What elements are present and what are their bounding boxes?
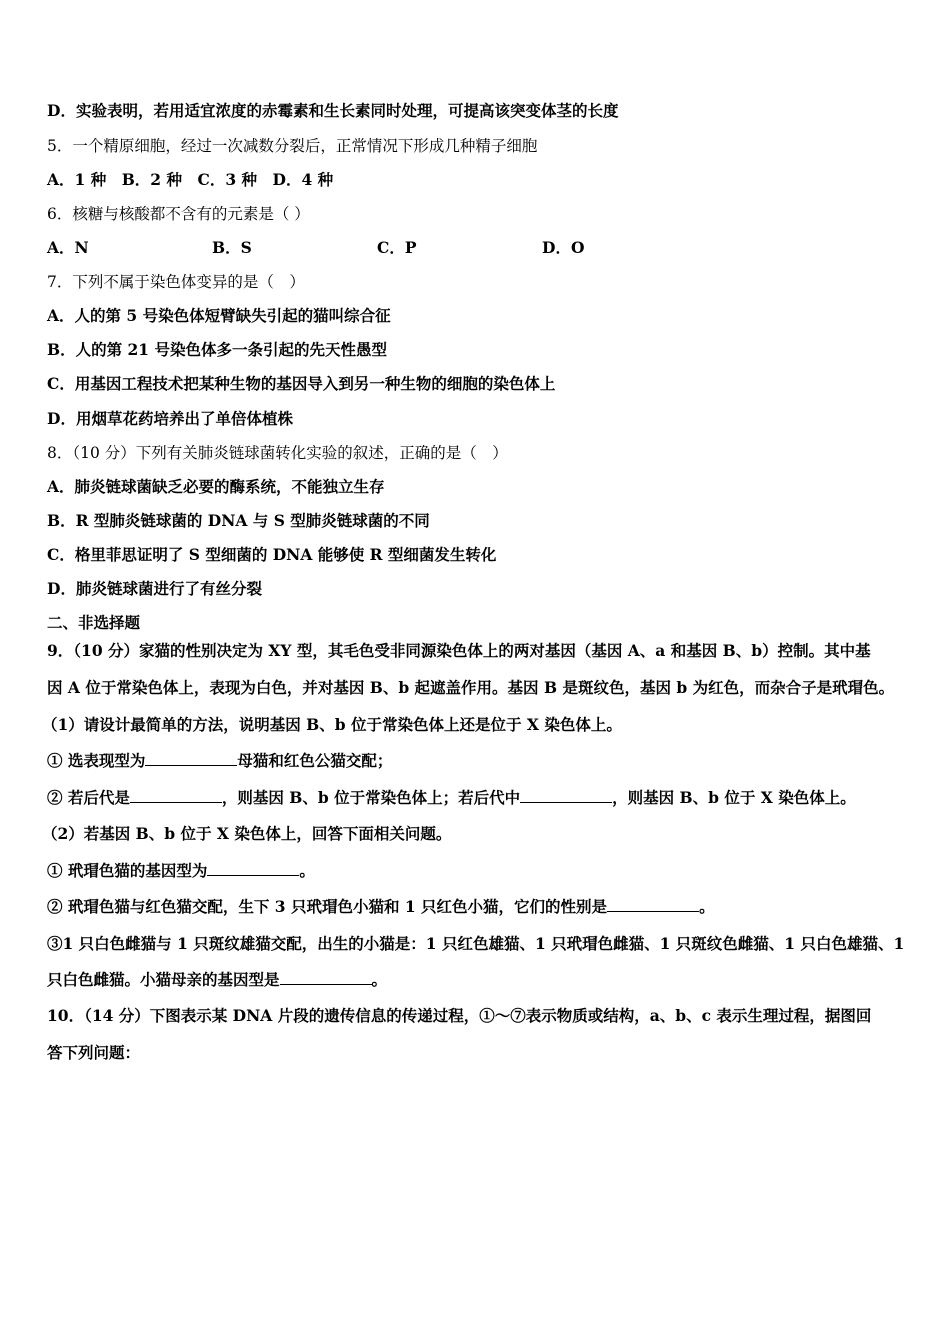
section-heading: 二、非选择题 bbox=[47, 613, 141, 632]
q5-stem: 5．一个精原细胞，经过一次减数分裂后，正常情况下形成几种精子细胞 bbox=[47, 137, 538, 155]
q5-options: A．1 种 B．2 种 C．3 种 D．4 种 bbox=[47, 170, 334, 189]
q9-part2: （2）若基因 B、b 位于 X 染色体上，回答下面相关问题。 bbox=[42, 824, 452, 843]
q7-stem: 7．下列不属于染色体变异的是（ ） bbox=[47, 273, 305, 291]
text-segment: 。 bbox=[699, 897, 715, 916]
q8-stem: 8．（10 分）下列有关肺炎链球菌转化实验的叙述，正确的是（ ） bbox=[47, 444, 508, 462]
q7-option-a: A．人的第 5 号染色体短臂缺失引起的猫叫综合征 bbox=[47, 306, 391, 325]
answer-blank bbox=[607, 897, 699, 912]
text-segment: 只白色雌猫。小猫母亲的基因型是 bbox=[47, 970, 280, 989]
q10-stem-line1: 10．（14 分）下图表示某 DNA 片段的遗传信息的传递过程，①～⑦表示物质或结构，a、b、c 表示生理过程，据图回 bbox=[47, 1006, 872, 1025]
q8-option-b: B．R 型肺炎链球菌的 DNA 与 S 型肺炎链球菌的不同 bbox=[47, 511, 430, 530]
q6-options bbox=[47, 238, 584, 258]
answer-blank bbox=[280, 970, 372, 985]
q8-option-d: D．肺炎链球菌进行了有丝分裂 bbox=[47, 579, 262, 598]
q9-part2-item3-line2 bbox=[47, 970, 387, 990]
q9-part2-item1 bbox=[47, 861, 315, 881]
q9-part2-item3-line1: ③1 只白色雌猫与 1 只斑纹雄猫交配，出生的小猫是：1 只红色雄猫、1 只玳瑁色雌猫、1 只斑纹色雌猫、1 只白色雄猫、1 bbox=[47, 934, 905, 953]
answer-blank bbox=[207, 861, 299, 876]
q7-option-d: D．用烟草花药培养出了单倍体植株 bbox=[47, 409, 293, 428]
q9-part2-item2 bbox=[47, 897, 715, 917]
text-segment: ，则基因 B、b 位于 X 染色体上。 bbox=[612, 788, 856, 807]
text-segment: ② 若后代是 bbox=[47, 788, 130, 807]
text-segment: 。 bbox=[371, 970, 388, 989]
q8-option-c: C．格里菲思证明了 S 型细菌的 DNA 能够使 R 型细菌发生转化 bbox=[47, 545, 497, 564]
q9-stem-line1: 9．（10 分）家猫的性别决定为 XY 型，其毛色受非同源染色体上的两对基因（基因 A、a 和基因 B、b）控制。其中基 bbox=[47, 641, 871, 660]
q9-stem-line2: 因 A 位于常染色体上，表现为白色，并对基因 B、b 起遮盖作用。基因 B 是斑纹色，基因 b 为红色，而杂合子是玳瑁色。 bbox=[47, 678, 895, 697]
answer-blank bbox=[520, 788, 612, 803]
q9-part1-item1 bbox=[47, 751, 392, 771]
q6-option-c: C．P bbox=[377, 238, 417, 257]
q9-part1: （1）请设计最简单的方法，说明基因 B、b 位于常染色体上还是位于 X 染色体上。 bbox=[42, 715, 622, 734]
q6-stem: 6．核糖与核酸都不含有的元素是（ ） bbox=[47, 205, 310, 223]
text-segment: 母猫和红色公猫交配； bbox=[237, 751, 393, 770]
q7-option-c: C．用基因工程技术把某种生物的基因导入到另一种生物的细胞的染色体上 bbox=[47, 374, 556, 393]
q8-option-a: A．肺炎链球菌缺乏必要的酶系统，不能独立生存 bbox=[47, 477, 385, 496]
text-segment: ① 选表现型为 bbox=[47, 751, 146, 770]
answer-blank bbox=[130, 788, 222, 803]
answer-blank bbox=[145, 751, 237, 766]
q6-option-d: D．O bbox=[542, 238, 585, 257]
q4-option-d: D．实验表明，若用适宜浓度的赤霉素和生长素同时处理，可提高该突变体茎的长度 bbox=[47, 101, 619, 120]
q10-stem-line2: 答下列问题： bbox=[47, 1043, 141, 1062]
q9-part1-item2 bbox=[47, 788, 856, 808]
q7-option-b: B．人的第 21 号染色体多一条引起的先天性愚型 bbox=[47, 340, 387, 359]
q6-option-a: A．N bbox=[47, 238, 89, 257]
text-segment: ，则基因 B、b 位于常染色体上；若后代中 bbox=[221, 788, 521, 807]
text-segment: ② 玳瑁色猫与红色猫交配，生下 3 只玳瑁色小猫和 1 只红色小猫，它们的性别是 bbox=[47, 897, 608, 916]
text-segment: ① 玳瑁色猫的基因型为 bbox=[47, 861, 208, 880]
q6-option-b: B．S bbox=[212, 238, 252, 257]
text-segment: 。 bbox=[299, 861, 315, 880]
